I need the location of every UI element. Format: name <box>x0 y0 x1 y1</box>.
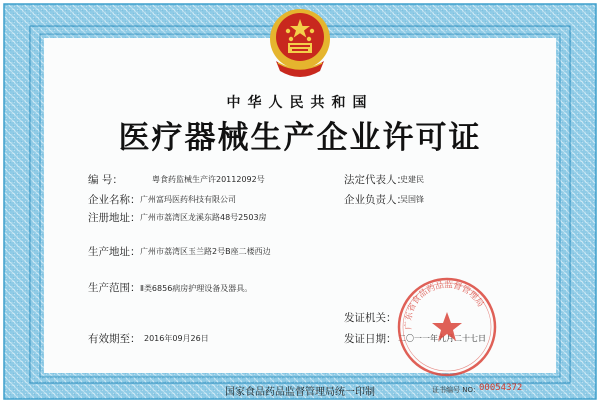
official-seal-icon <box>396 276 498 378</box>
registered-address-value: 广州市荔湾区龙溪东路48号2503房 <box>140 213 267 222</box>
legal-representative-label: 法定代表人： <box>344 174 407 186</box>
serial-number-value: 00054372 <box>479 383 523 393</box>
serial-number-label: 证书编号 NO： <box>432 386 480 394</box>
country-name: 中华人民共和国 <box>226 95 374 111</box>
company-name-value: 广州富玛医药科技有限公司 <box>140 195 236 204</box>
production-address-value: 广州市荔湾区玉兰路2号B座二楼西边 <box>140 247 271 256</box>
person-in-charge-value: 吴国锋 <box>400 195 424 204</box>
national-emblem-icon <box>268 5 332 81</box>
production-scope-value: Ⅱ类6856病房护理设备及器具。 <box>140 284 253 293</box>
printer-note: 国家食品药品监督管理局统一印制 <box>225 387 375 398</box>
production-scope-label: 生产范围： <box>88 282 141 294</box>
issue-date-label: 发证日期： <box>344 333 397 345</box>
registered-address-label: 注册地址： <box>88 212 141 224</box>
certificate-title: 医疗器械生产企业许可证 <box>118 120 482 156</box>
company-name-label: 企业名称： <box>88 194 141 206</box>
valid-until-value: 2016年09月26日 <box>144 334 209 343</box>
valid-until-label: 有效期至： <box>88 333 141 345</box>
production-address-label: 生产地址： <box>88 246 141 258</box>
person-in-charge-label: 企业负责人： <box>344 194 407 206</box>
legal-representative-value: 史建民 <box>400 175 424 184</box>
number-label: 编 号： <box>88 174 123 186</box>
number-value: 粤食药监械生产许20112092号 <box>152 175 265 184</box>
issuing-authority-label: 发证机关： <box>344 312 397 324</box>
seal-text: 广东省食品药品监督管理局 <box>403 280 486 330</box>
issue-date-value: 二〇一一年九月二十七日 <box>398 334 486 343</box>
